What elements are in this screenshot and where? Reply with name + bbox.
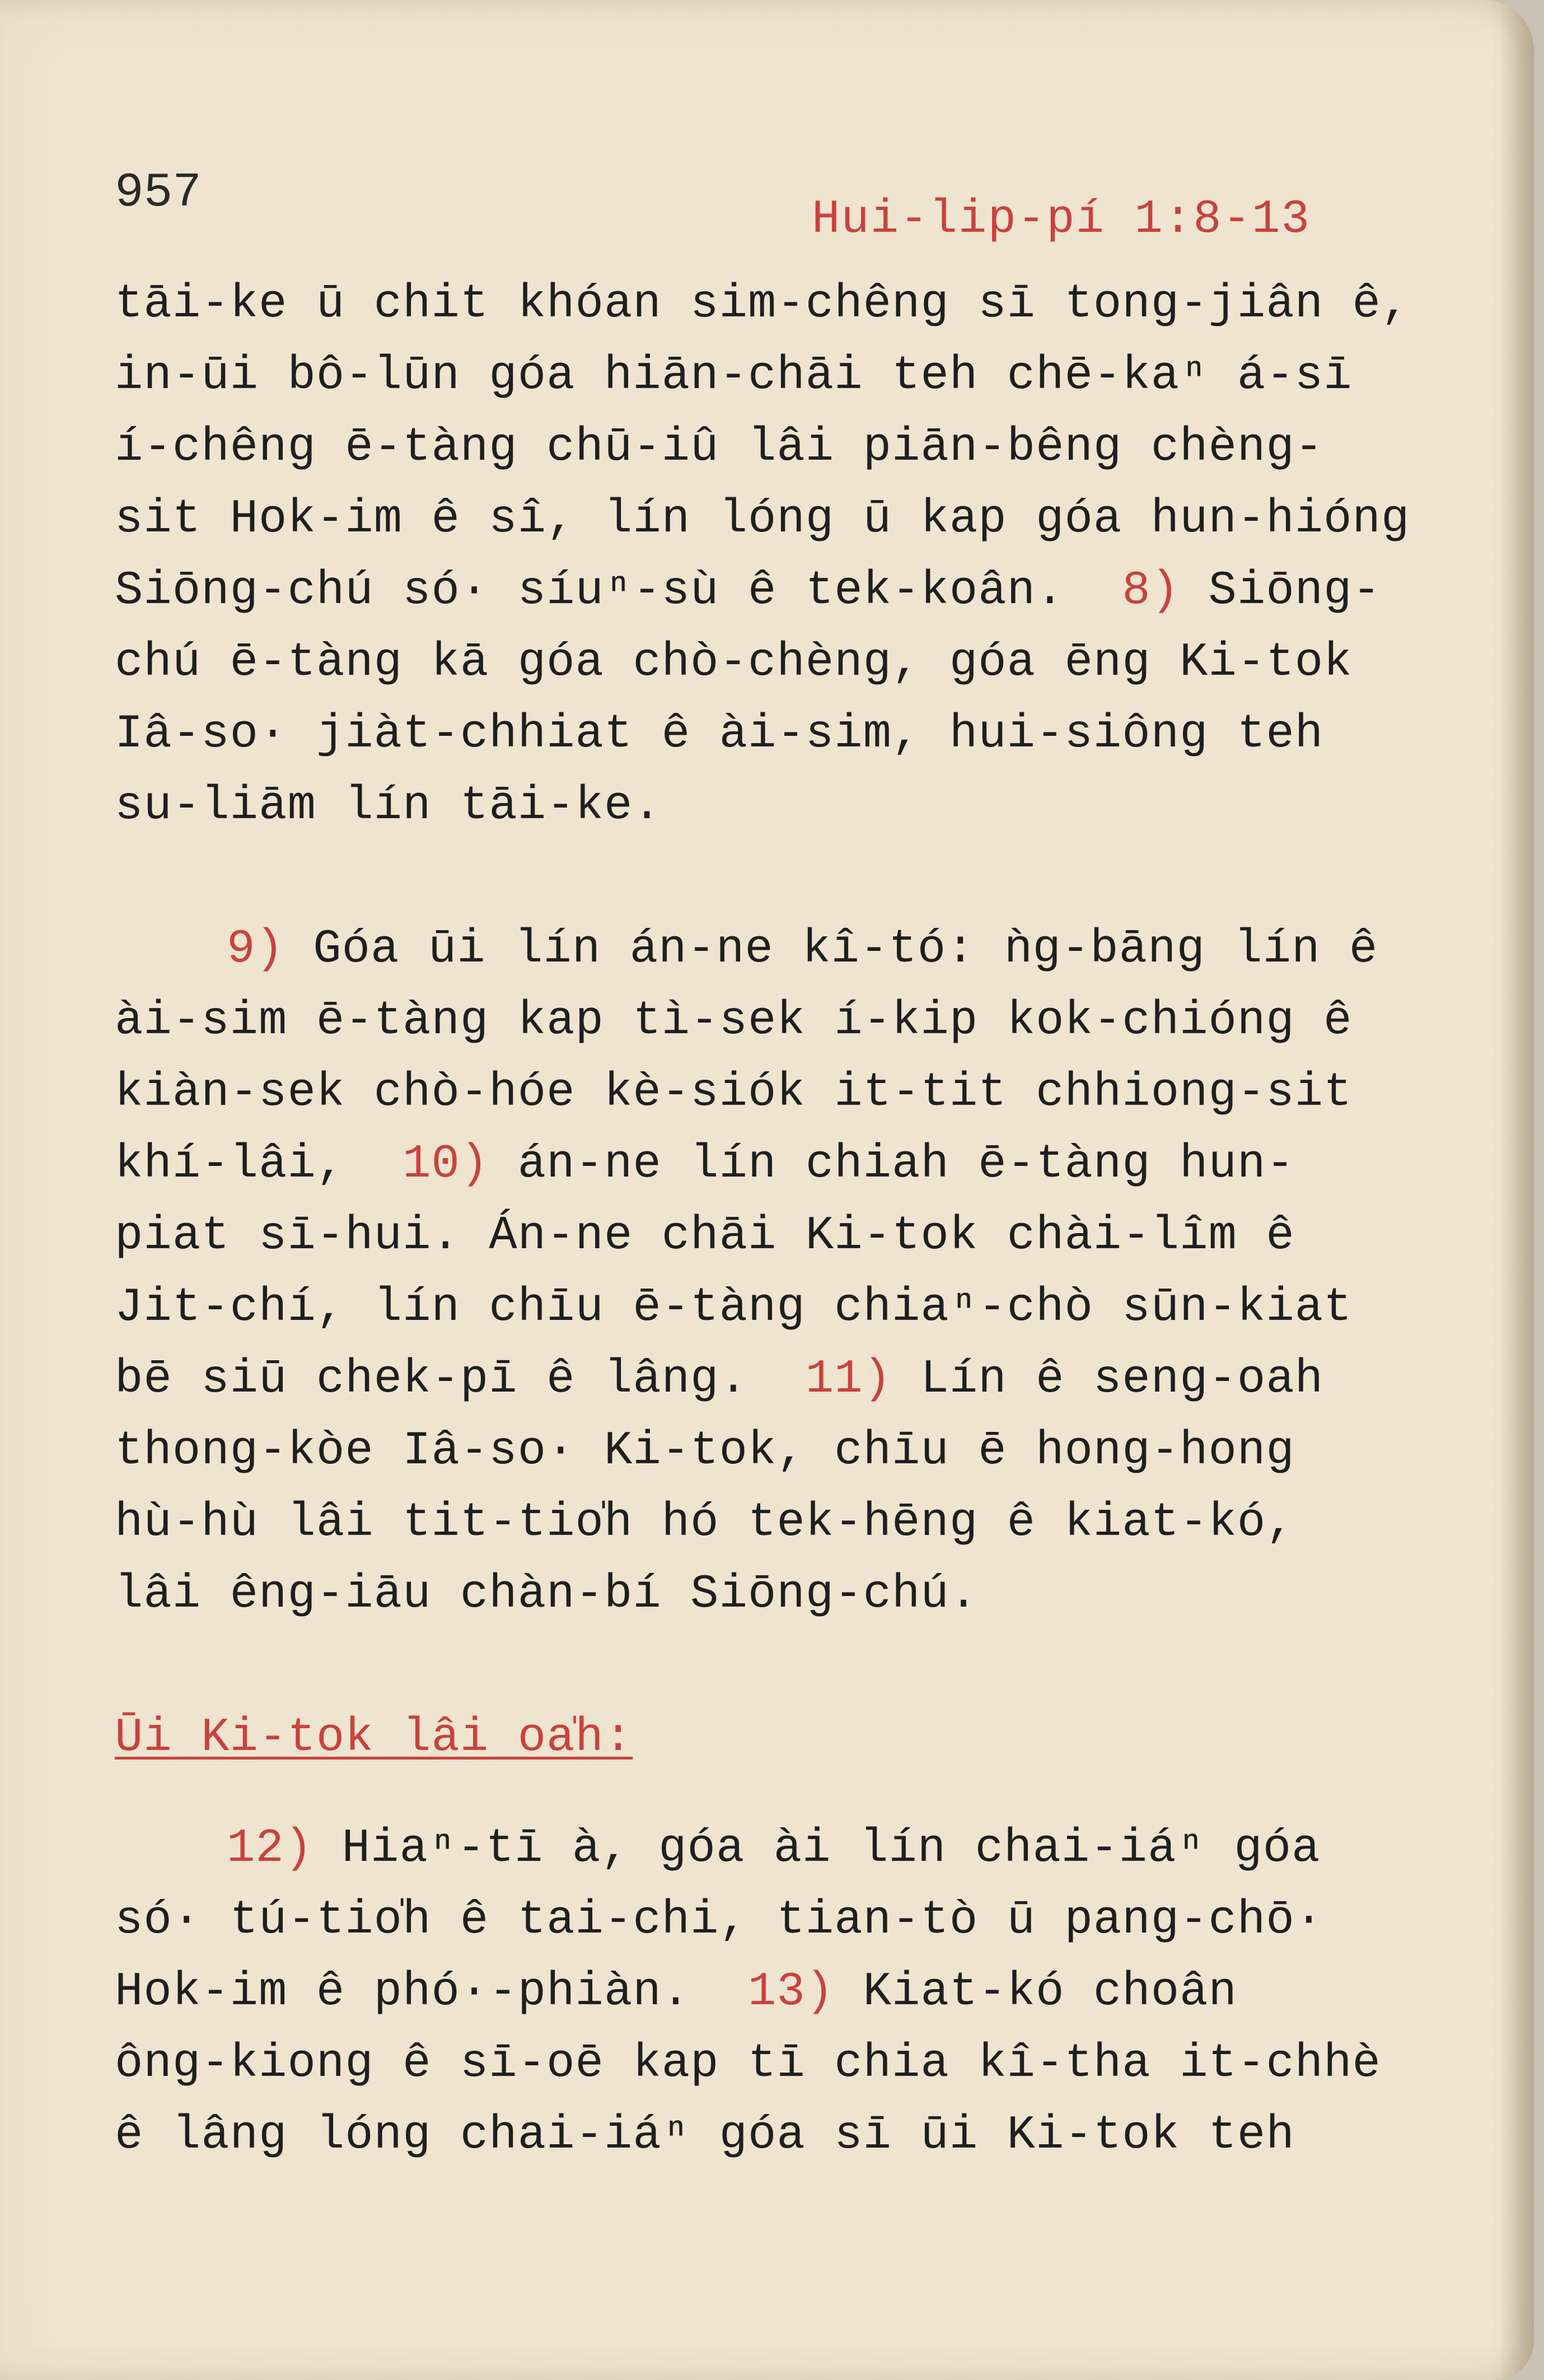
paragraph-gap (115, 1631, 1402, 1702)
text-line (115, 914, 1402, 986)
text-line: ê lâng lóng chai-iáⁿ góa sī ūi Ki-tok teh (115, 2109, 1295, 2162)
text-segment: bē siū chek-pī ê lâng. (115, 1353, 806, 1406)
text-line: kiàn-sek chò-hóe kè-siók it-tit chhiong-sit (115, 1066, 1353, 1119)
text-segment: khí-lâi, (115, 1138, 403, 1191)
text-line: in-ūi bô-lūn góa hiān-chāi teh chē-kaⁿ á-sī (115, 349, 1353, 403)
text-segment: Hok-im ê phó·-phiàn. (115, 1966, 748, 2019)
text-line: piat sī-hui. Án-ne chāi Ki-tok chài-lîm ê (115, 1210, 1295, 1263)
text-segment: Siōng- (1180, 564, 1381, 618)
body-text (115, 269, 1410, 2172)
text-segment: Lín ê seng-oah (892, 1353, 1324, 1406)
paragraph-gap (115, 842, 1402, 914)
page-number: 957 (115, 165, 202, 220)
text-segment: án-ne lín chiah ē-tàng hun- (489, 1138, 1295, 1191)
text-line: ông-kiong ê sī-oē kap tī chia kî-tha it-chhè (115, 2037, 1381, 2090)
verse-number: 8) (1122, 564, 1180, 618)
text-line: sit Hok-im ê sî, lín lóng ū kap góa hun-hióng (115, 493, 1410, 546)
text-line: su-liām lín tāi-ke. (115, 780, 662, 833)
verse-number: 11) (805, 1353, 892, 1406)
text-line: Iâ-so· jiàt-chhiat ê ài-sim, hui-siông teh (115, 708, 1324, 761)
text-line: chú ē-tàng kā góa chò-chèng, góa ēng Ki-tok (115, 636, 1353, 689)
text-line: lâi êng-iāu chàn-bí Siōng-chú. (115, 1568, 979, 1621)
text-line (115, 1957, 1402, 2028)
section-heading: Ūi Ki-tok lâi oa̍h: (115, 1711, 633, 1765)
text-line (115, 1344, 1402, 1416)
text-segment: Siōng-chú só· síuⁿ-sù ê tek-koân. (115, 564, 1122, 618)
running-head: Hui-lip-pí 1:8-13 (812, 193, 1311, 246)
text-line: tāi-ke ū chit khóan sim-chêng sī tong-jiân ê, (115, 278, 1410, 331)
text-segment: Hiaⁿ-tī à, góa ài lín chai-iáⁿ góa (313, 1822, 1321, 1875)
text-line (115, 1129, 1402, 1201)
verse-number: 12) (227, 1822, 314, 1875)
text-segment: Góa ūi lín án-ne kî-tó: ǹg-bāng lín ê (284, 923, 1378, 976)
text-line: ài-sim ē-tàng kap tì-sek í-kip kok-chióng ê (115, 995, 1353, 1048)
text-line: só· tú-tio̍h ê tai-chi, tian-tò ū pang-chō· (115, 1894, 1324, 1947)
verse-number: 10) (403, 1138, 489, 1191)
page-edge-shadow (1500, 0, 1534, 2380)
text-line (115, 556, 1402, 627)
verse-number: 9) (227, 923, 284, 976)
text-line: Jit-chí, lín chīu ē-tàng chiaⁿ-chò sūn-kiat (115, 1281, 1353, 1334)
verse-number: 13) (747, 1966, 835, 2019)
text-segment: Kiat-kó choân (834, 1966, 1237, 2019)
section-heading-line (115, 1702, 1402, 1774)
text-line: thong-kòe Iâ-so· Ki-tok, chīu ē hong-hong (115, 1425, 1295, 1478)
text-line (115, 1813, 1402, 1885)
text-line: í-chêng ē-tàng chū-iû lâi piān-bêng chèng- (115, 421, 1324, 474)
paragraph-gap (115, 1774, 1402, 1813)
text-line: hù-hù lâi tit-tio̍h hó tek-hēng ê kiat-kó, (115, 1496, 1295, 1550)
